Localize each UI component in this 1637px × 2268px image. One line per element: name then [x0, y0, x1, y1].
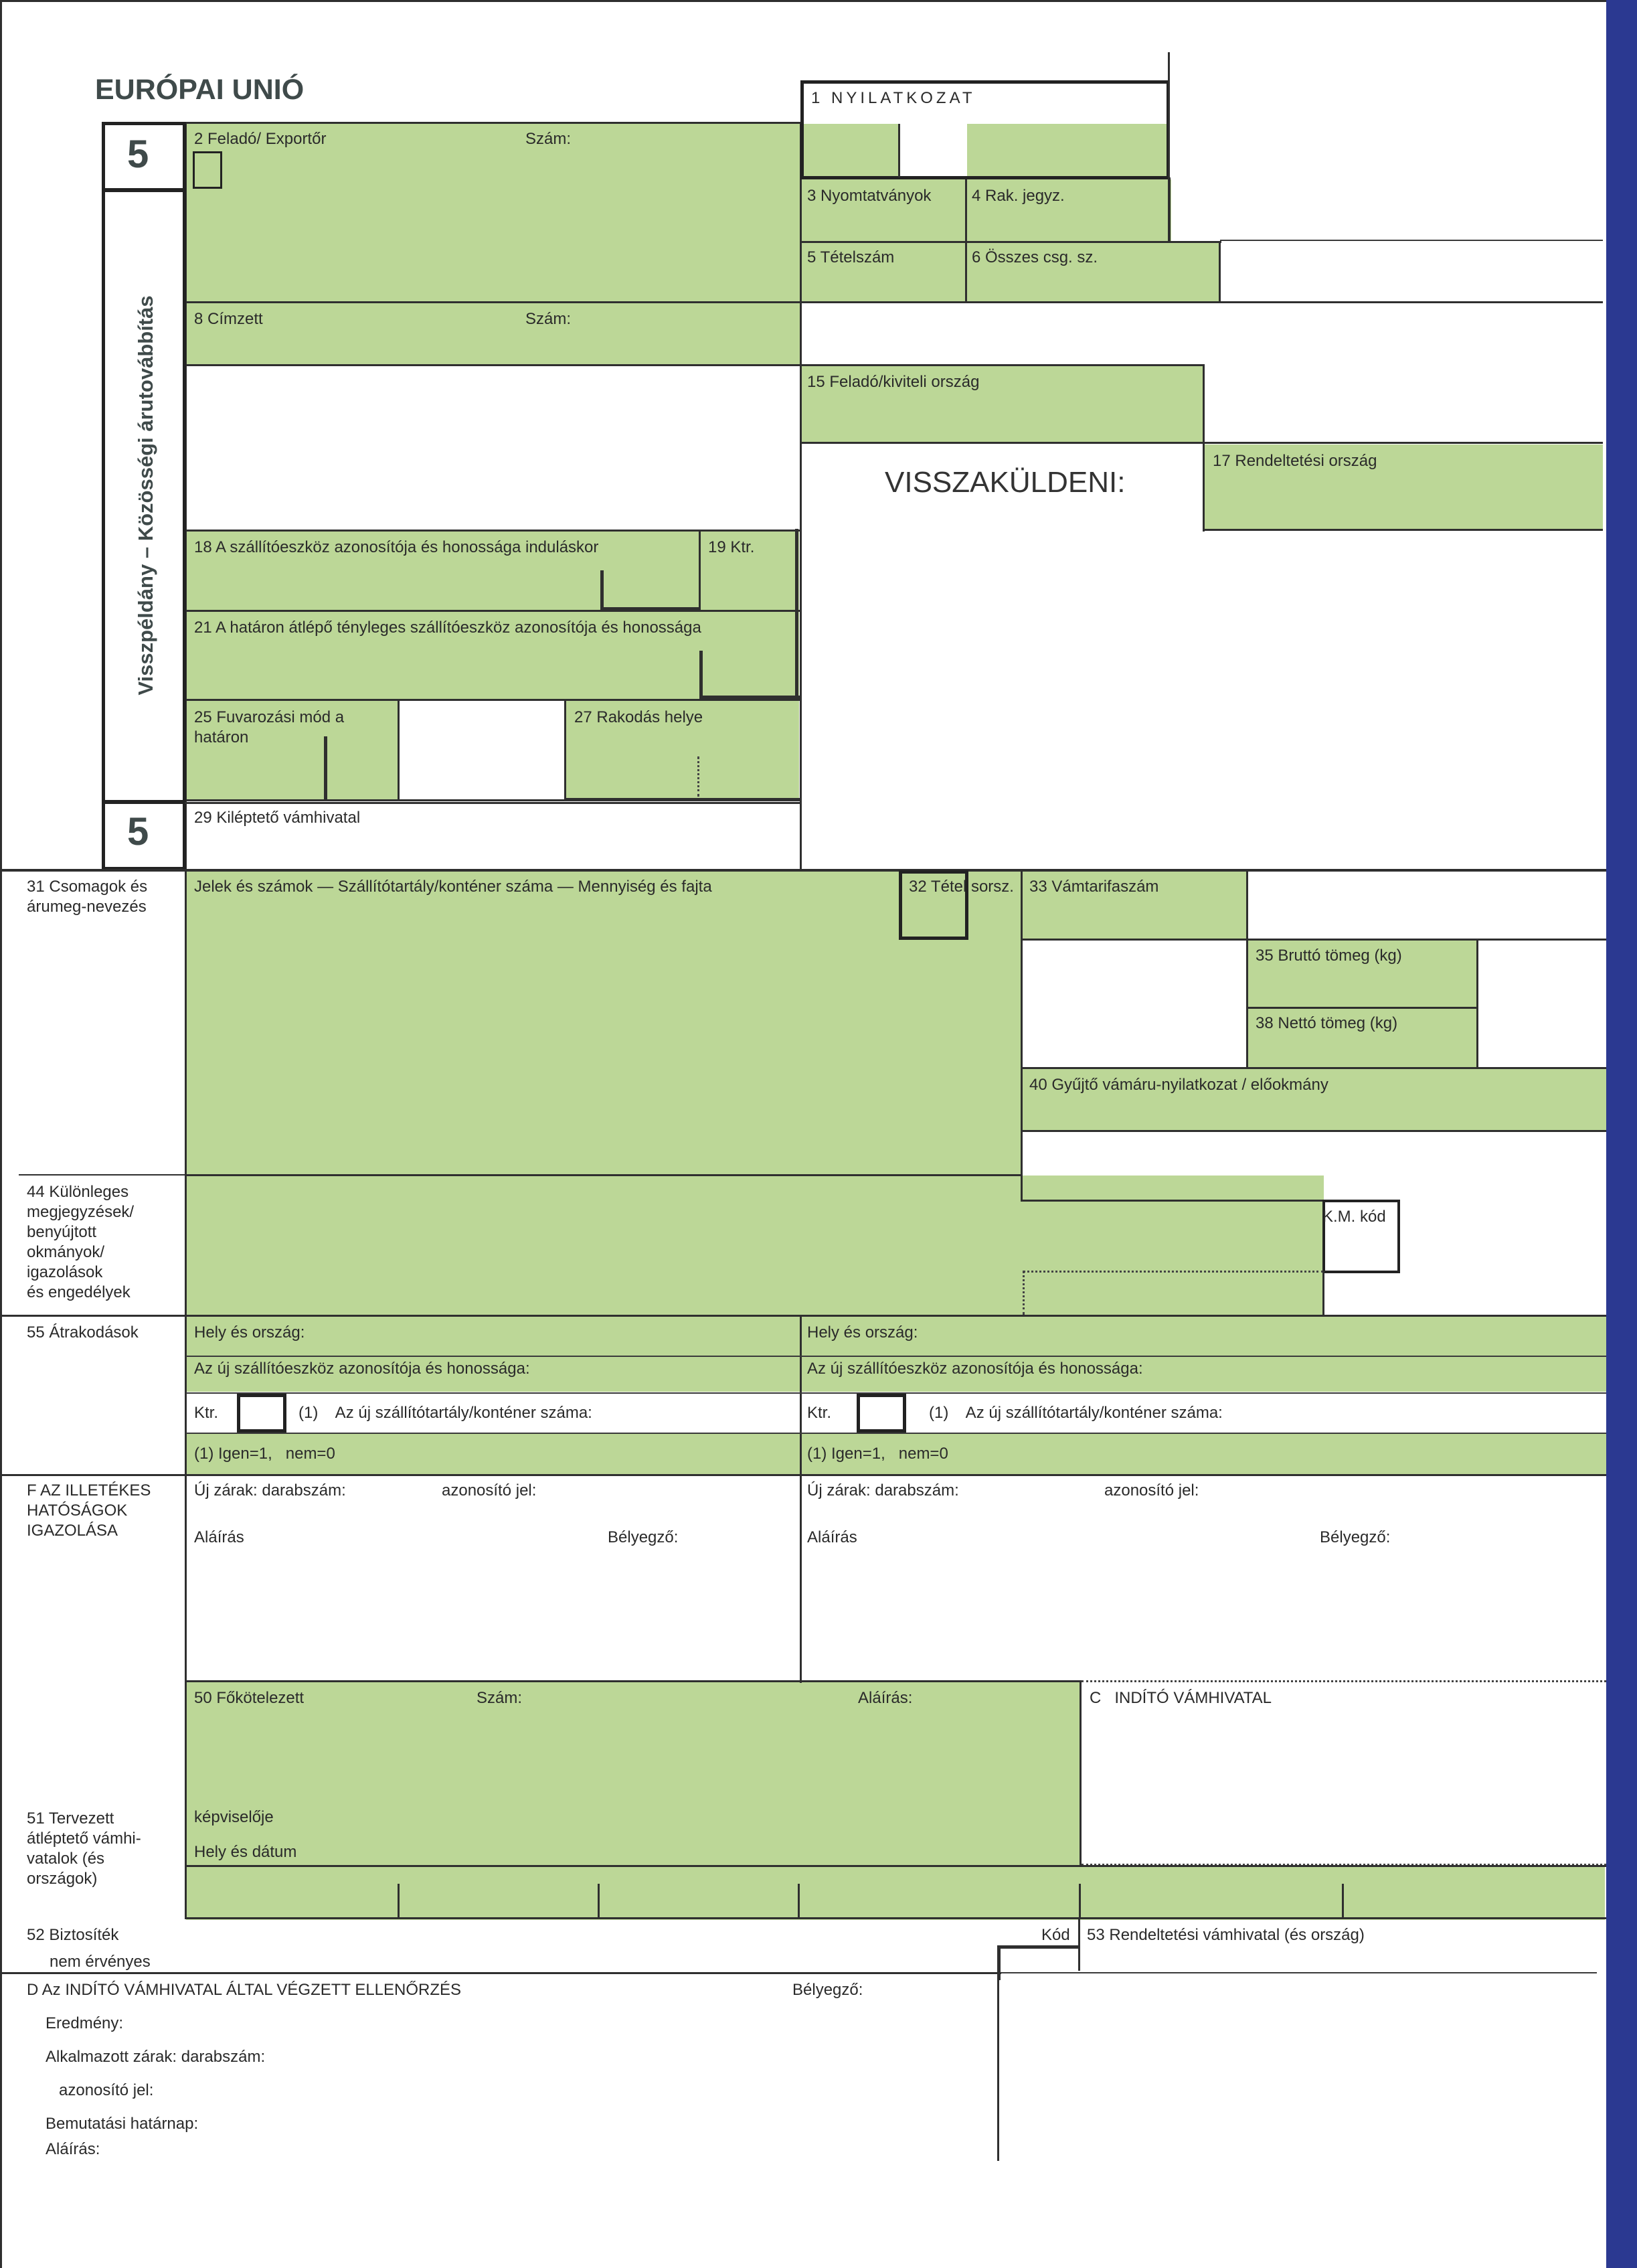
label-38: 38 Nettó tömeg (kg) [1256, 1014, 1398, 1032]
label-4: 4 Rak. jegyz. [972, 187, 1065, 205]
label-3: 3 Nyomtatványok [807, 187, 932, 205]
side-color-strip [1606, 0, 1637, 2268]
label-2: 2 Feladó/ Exportőr [194, 130, 327, 148]
place-country-left: Hely és ország: [194, 1323, 305, 1342]
label-55: 55 Átrakodások [27, 1323, 139, 1342]
label-18: 18 A szállítóeszköz azonosítója és honossága induláskor [194, 538, 599, 556]
seals-id-right: azonosító jel: [1104, 1481, 1199, 1500]
label-50-signature: Aláírás: [858, 1689, 913, 1707]
label-2-number: Szám: [525, 130, 572, 148]
label-8-number: Szám: [525, 310, 572, 328]
place-country-right: Hely és ország: [807, 1323, 918, 1342]
d-id: azonosító jel: [59, 2081, 154, 2099]
label-31: 31 Csomagok és árumeg-nevezés [27, 878, 148, 916]
copy-vertical-label: Visszpéldány – Közösségi árutovábbítás [134, 295, 157, 696]
label-50: 50 Főkötelezett [194, 1689, 305, 1707]
yes-no-right: (1) Igen=1, nem=0 [807, 1445, 948, 1463]
stamp-left: Bélyegző: [608, 1528, 679, 1546]
d-stamp: Bélyegző: [792, 1981, 863, 1999]
label-code: Kód [1041, 1926, 1070, 1944]
label-21: 21 A határon átlépő tényleges szállítóeszköz azonosítója és honossága [194, 619, 701, 637]
label-17: 17 Rendeltetési ország [1213, 452, 1377, 470]
container-label-right: (1) Az új szállítótartály/konténer száma: [929, 1404, 1223, 1422]
label-31-marks: Jelek és számok — Szállítótartály/konténer száma — Mennyiség és fajta [194, 878, 712, 896]
label-33: 33 Vámtarifaszám [1029, 878, 1159, 896]
label-6: 6 Összes csg. sz. [972, 248, 1098, 266]
label-50-place-date: Hely és dátum [194, 1843, 297, 1861]
label-52-not-valid: nem érvényes [50, 1953, 151, 1971]
stamp-right: Bélyegző: [1320, 1528, 1391, 1546]
label-50-representative: képviselője [194, 1808, 274, 1826]
declaration-label: 1 NYILATKOZAT [811, 89, 976, 107]
label-29: 29 Kiléptető vámhivatal [194, 809, 361, 827]
label-C: C INDÍTÓ VÁMHIVATAL [1090, 1689, 1272, 1707]
ktr-label-left: Ktr. [194, 1404, 219, 1422]
container-label-left: (1) Az új szállítótartály/konténer száma: [298, 1404, 592, 1422]
label-25: 25 Fuvarozási mód a határon [194, 708, 345, 746]
yes-no-left: (1) Igen=1, nem=0 [194, 1445, 335, 1463]
d-deadline: Bemutatási határnap: [46, 2115, 199, 2133]
label-52: 52 Biztosíték [27, 1926, 119, 1944]
seals-count-left: Új zárak: darabszám: [194, 1481, 346, 1500]
label-27: 27 Rakodás helye [574, 708, 703, 726]
return-label: VISSZAKÜLDENI: [885, 466, 1126, 499]
d-result: Eredmény: [46, 2014, 124, 2032]
d-seals: Alkalmazott zárak: darabszám: [46, 2048, 266, 2066]
label-15: 15 Feladó/kiviteli ország [807, 373, 980, 391]
label-35: 35 Bruttó tömeg (kg) [1256, 947, 1402, 965]
ktr-label-right: Ktr. [807, 1404, 832, 1422]
d-signature: Aláírás: [46, 2140, 100, 2158]
label-32: 32 Tétel sorsz. [909, 878, 1014, 896]
signature-right: Aláírás [807, 1528, 857, 1546]
label-53: 53 Rendeltetési vámhivatal (és ország) [1087, 1926, 1365, 1944]
label-44: 44 Különleges megjegyzések/ benyújtott okmányok/ igazolások és engedélyek [27, 1183, 135, 1301]
label-km-code: K.M. kód [1322, 1208, 1386, 1226]
label-50-number: Szám: [477, 1689, 523, 1707]
copy-number-top: 5 [127, 133, 149, 176]
label-51: 51 Tervezett átléptető vámhi- vatalok (és országok) [27, 1809, 141, 1888]
seals-count-right: Új zárak: darabszám: [807, 1481, 959, 1500]
label-40: 40 Gyűjtő vámáru-nyilatkozat / előokmány [1029, 1076, 1328, 1094]
new-vehicle-right: Az új szállítóeszköz azonosítója és honossága: [807, 1360, 1143, 1378]
label-D: D Az INDÍTÓ VÁMHIVATAL ÁLTAL VÉGZETT ELLENŐRZÉS [27, 1981, 462, 1999]
signature-left: Aláírás [194, 1528, 244, 1546]
label-19: 19 Ktr. [708, 538, 755, 556]
new-vehicle-left: Az új szállítóeszköz azonosítója és honossága: [194, 1360, 530, 1378]
copy-number-bottom: 5 [127, 810, 149, 854]
page-title: EURÓPAI UNIÓ [95, 74, 305, 106]
label-8: 8 Címzett [194, 310, 263, 328]
seals-id-left: azonosító jel: [442, 1481, 537, 1500]
label-F: F AZ ILLETÉKES HATÓSÁGOK IGAZOLÁSA [27, 1481, 151, 1540]
label-5: 5 Tételszám [807, 248, 895, 266]
